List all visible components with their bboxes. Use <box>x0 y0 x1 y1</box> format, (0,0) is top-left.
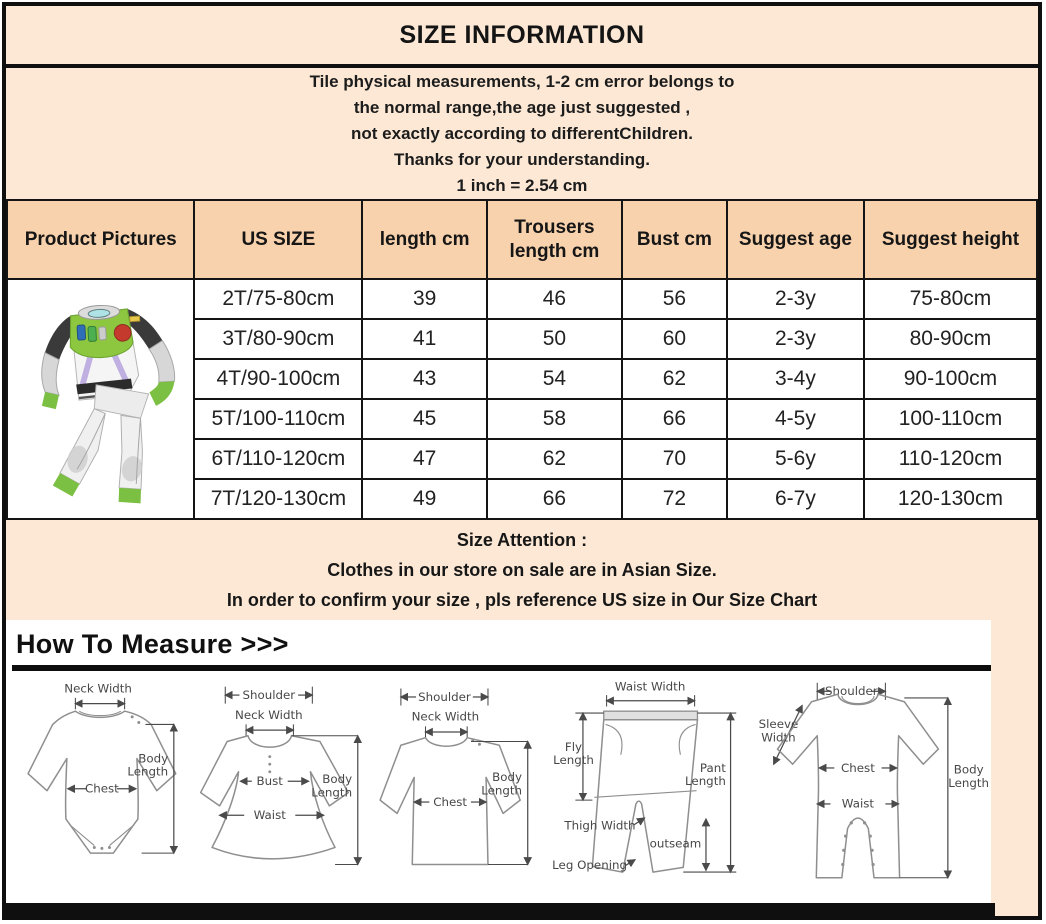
notice-line: not exactly according to differentChildren. <box>351 123 693 143</box>
pants-diagram <box>550 679 755 891</box>
body-length-label: Body <box>953 762 984 777</box>
horizontal-rule <box>12 665 992 671</box>
cell-height: 100-110cm <box>864 399 1037 439</box>
svg-text:Length: Length <box>684 774 726 788</box>
size-attention-line: Clothes in our store on sale are in Asian Size. <box>327 560 717 580</box>
page-title: SIZE INFORMATION <box>399 20 645 49</box>
bust-label: Bust <box>256 774 283 788</box>
col-header-length: length cm <box>362 200 487 279</box>
cell-length: 41 <box>362 319 487 359</box>
col-header-bust: Bust cm <box>622 200 727 279</box>
cell-trousers: 50 <box>487 319 622 359</box>
cell-length: 39 <box>362 279 487 319</box>
cell-us-size: 2T/75-80cm <box>194 279 362 319</box>
svg-text:Length: Length <box>948 775 990 790</box>
right-margin-strip <box>991 620 1038 916</box>
bottom-black-bar <box>6 903 995 916</box>
table-header-row <box>7 200 1037 279</box>
thigh-width-label: Thigh Width <box>563 818 636 833</box>
shoulder-label: Shoulder <box>418 689 471 704</box>
neck-width-label: Neck Width <box>64 681 132 696</box>
cell-length: 47 <box>362 439 487 479</box>
product-picture-cell <box>7 279 194 519</box>
how-to-measure-title: How To Measure >>> <box>16 629 289 659</box>
dress-diagram <box>193 679 373 891</box>
notice-line: the normal range,the age just suggested , <box>353 97 691 117</box>
col-header-suggest-height: Suggest height <box>864 200 1037 279</box>
neck-width-label: Neck Width <box>411 709 480 724</box>
bodysuit-diagram <box>10 679 190 891</box>
cell-age: 2-3y <box>727 279 864 319</box>
notice-line: 1 inch = 2.54 cm <box>456 175 588 195</box>
cell-age: 4-5y <box>727 399 864 439</box>
pant-length-label: Pant <box>699 760 726 775</box>
cell-length: 49 <box>362 479 487 519</box>
pajama-pants <box>51 377 166 510</box>
fly-length-label: Fly <box>564 739 582 754</box>
svg-text:Length: Length <box>127 764 169 779</box>
shoulder-label: Shoulder <box>824 684 878 699</box>
outseam-label: outseam <box>649 836 701 851</box>
measure-diagrams <box>10 679 992 891</box>
waist-label: Waist <box>841 796 875 811</box>
cell-bust: 56 <box>622 279 727 319</box>
title-section <box>6 6 1038 68</box>
shirt-diagram <box>375 679 547 891</box>
notice-line: Thanks for your understanding. <box>394 149 650 169</box>
cell-bust: 66 <box>622 399 727 439</box>
svg-text:Length: Length <box>552 753 594 768</box>
how-to-measure-section <box>6 620 1038 916</box>
cell-trousers: 46 <box>487 279 622 319</box>
cell-us-size: 3T/80-90cm <box>194 319 362 359</box>
size-table <box>6 199 1038 520</box>
svg-text:Length: Length <box>310 785 352 800</box>
col-header-us-size: US SIZE <box>194 200 362 279</box>
neck-width-label: Neck Width <box>234 707 303 722</box>
svg-text:Width: Width <box>761 730 796 745</box>
size-attention-section <box>6 520 1038 620</box>
cell-trousers: 54 <box>487 359 622 399</box>
cell-age: 5-6y <box>727 439 864 479</box>
product-image-buzz-pajamas <box>15 282 187 510</box>
cell-us-size: 5T/100-110cm <box>194 399 362 439</box>
notice-line: Tile physical measurements, 1-2 cm error belongs to <box>309 71 735 91</box>
svg-text:Length: Length <box>481 783 523 798</box>
romper-diagram <box>757 679 992 891</box>
size-attention-line: In order to confirm your size , pls reference US size in Our Size Chart <box>226 590 818 610</box>
cell-height: 90-100cm <box>864 359 1037 399</box>
cell-trousers: 58 <box>487 399 622 439</box>
body-length-label: Body <box>138 751 169 766</box>
col-header-product-pictures: Product Pictures <box>7 200 194 279</box>
size-attention-title: Size Attention : <box>456 530 588 550</box>
cell-bust: 60 <box>622 319 727 359</box>
body-length-label: Body <box>492 770 523 785</box>
cell-trousers: 66 <box>487 479 622 519</box>
cell-us-size: 7T/120-130cm <box>194 479 362 519</box>
cell-bust: 72 <box>622 479 727 519</box>
waist-width-label: Waist Width <box>614 679 685 694</box>
cell-trousers: 62 <box>487 439 622 479</box>
col-header-trousers-length: Trousers length cm <box>487 200 622 279</box>
sleeve-width-label: Sleeve <box>758 717 799 732</box>
shoulder-label: Shoulder <box>241 687 295 702</box>
body-length-label: Body <box>321 772 352 787</box>
cell-age: 6-7y <box>727 479 864 519</box>
table-row <box>7 279 1037 319</box>
waist-label: Waist <box>253 808 286 823</box>
cell-bust: 62 <box>622 359 727 399</box>
col-header-suggest-age: Suggest age <box>727 200 864 279</box>
cell-age: 2-3y <box>727 319 864 359</box>
cell-us-size: 6T/110-120cm <box>194 439 362 479</box>
bordered-frame <box>2 2 1042 920</box>
cell-height: 120-130cm <box>864 479 1037 519</box>
leg-opening-label: Leg Opening <box>551 858 627 873</box>
cell-length: 43 <box>362 359 487 399</box>
chest-label: Chest <box>433 794 468 809</box>
cell-height: 80-90cm <box>864 319 1037 359</box>
cell-us-size: 4T/90-100cm <box>194 359 362 399</box>
chest-label: Chest <box>84 781 119 796</box>
cell-length: 45 <box>362 399 487 439</box>
notice-section <box>6 68 1038 199</box>
cell-age: 3-4y <box>727 359 864 399</box>
cell-height: 75-80cm <box>864 279 1037 319</box>
cell-height: 110-120cm <box>864 439 1037 479</box>
cell-bust: 70 <box>622 439 727 479</box>
chest-label: Chest <box>841 760 875 775</box>
